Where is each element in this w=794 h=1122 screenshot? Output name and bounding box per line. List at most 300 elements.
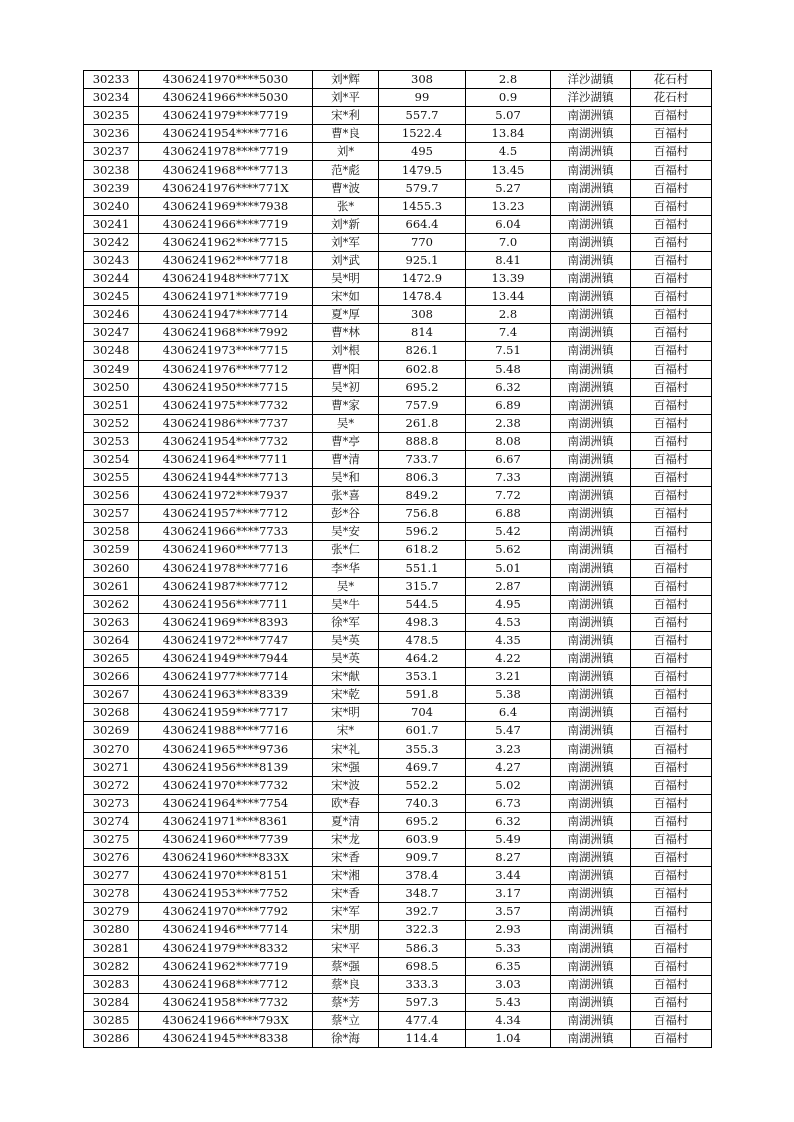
town-cell: 南湖洲镇: [551, 125, 631, 143]
town-cell: 南湖洲镇: [551, 378, 631, 396]
id-number-cell: 4306241979****8332: [139, 939, 313, 957]
value-cell: 7.0: [466, 233, 551, 251]
village-cell: 百福村: [631, 107, 712, 125]
table-row: [84, 812, 712, 830]
name-cell: 刘*军: [313, 233, 379, 251]
name-cell: 刘*辉: [313, 71, 379, 89]
table-row: [84, 776, 712, 794]
name-cell: 宋*利: [313, 107, 379, 125]
village-cell: 百福村: [631, 179, 712, 197]
name-cell: 张*喜: [313, 487, 379, 505]
serial-number-cell: 30237: [84, 143, 139, 161]
town-cell: 南湖洲镇: [551, 505, 631, 523]
name-cell: 刘*新: [313, 215, 379, 233]
name-cell: 曹*林: [313, 324, 379, 342]
village-cell: 百福村: [631, 360, 712, 378]
name-cell: 张*仁: [313, 541, 379, 559]
id-number-cell: 4306241972****7747: [139, 631, 313, 649]
value-cell: 2.8: [466, 306, 551, 324]
serial-number-cell: 30234: [84, 89, 139, 107]
value-cell: 3.17: [466, 885, 551, 903]
table-row: [84, 233, 712, 251]
village-cell: 百福村: [631, 957, 712, 975]
serial-number-cell: 30247: [84, 324, 139, 342]
serial-number-cell: 30244: [84, 270, 139, 288]
table-row: [84, 161, 712, 179]
name-cell: 曹*良: [313, 125, 379, 143]
id-number-cell: 4306241966****7719: [139, 215, 313, 233]
village-cell: 百福村: [631, 758, 712, 776]
value-cell: 13.44: [466, 288, 551, 306]
village-cell: 百福村: [631, 704, 712, 722]
table-row: [84, 143, 712, 161]
name-cell: 范*彪: [313, 161, 379, 179]
name-cell: 刘*根: [313, 342, 379, 360]
town-cell: 南湖洲镇: [551, 903, 631, 921]
town-cell: 南湖洲镇: [551, 487, 631, 505]
village-cell: 百福村: [631, 1029, 712, 1047]
town-cell: 南湖洲镇: [551, 1029, 631, 1047]
serial-number-cell: 30280: [84, 921, 139, 939]
amount-cell: 618.2: [379, 541, 466, 559]
amount-cell: 477.4: [379, 1011, 466, 1029]
value-cell: 4.5: [466, 143, 551, 161]
town-cell: 南湖洲镇: [551, 161, 631, 179]
id-number-cell: 4306241971****8361: [139, 812, 313, 830]
amount-cell: 757.9: [379, 396, 466, 414]
name-cell: 曹*家: [313, 396, 379, 414]
table-row: [84, 215, 712, 233]
town-cell: 南湖洲镇: [551, 668, 631, 686]
table-row: [84, 107, 712, 125]
serial-number-cell: 30239: [84, 179, 139, 197]
town-cell: 南湖洲镇: [551, 776, 631, 794]
amount-cell: 348.7: [379, 885, 466, 903]
serial-number-cell: 30278: [84, 885, 139, 903]
table-row: [84, 830, 712, 848]
value-cell: 4.22: [466, 650, 551, 668]
village-cell: 百福村: [631, 668, 712, 686]
town-cell: 南湖洲镇: [551, 577, 631, 595]
town-cell: 南湖洲镇: [551, 342, 631, 360]
serial-number-cell: 30251: [84, 396, 139, 414]
id-number-cell: 4306241976****771X: [139, 179, 313, 197]
value-cell: 13.45: [466, 161, 551, 179]
amount-cell: 770: [379, 233, 466, 251]
serial-number-cell: 30236: [84, 125, 139, 143]
village-cell: 百福村: [631, 378, 712, 396]
name-cell: 蔡*良: [313, 975, 379, 993]
table-row: [84, 867, 712, 885]
amount-cell: 557.7: [379, 107, 466, 125]
serial-number-cell: 30272: [84, 776, 139, 794]
table-row: [84, 1011, 712, 1029]
serial-number-cell: 30255: [84, 469, 139, 487]
village-cell: 花石村: [631, 89, 712, 107]
table-row: [84, 921, 712, 939]
id-number-cell: 4306241957****7712: [139, 505, 313, 523]
value-cell: 6.73: [466, 794, 551, 812]
village-cell: 百福村: [631, 903, 712, 921]
value-cell: 5.62: [466, 541, 551, 559]
table-row: [84, 197, 712, 215]
village-cell: 百福村: [631, 505, 712, 523]
amount-cell: 733.7: [379, 450, 466, 468]
table-row: [84, 432, 712, 450]
id-number-cell: 4306241966****793X: [139, 1011, 313, 1029]
table-row: [84, 577, 712, 595]
id-number-cell: 4306241970****5030: [139, 71, 313, 89]
table-row: [84, 595, 712, 613]
serial-number-cell: 30273: [84, 794, 139, 812]
id-number-cell: 4306241958****7732: [139, 993, 313, 1011]
table-row: [84, 559, 712, 577]
name-cell: 刘*: [313, 143, 379, 161]
village-cell: 百福村: [631, 885, 712, 903]
table-row: [84, 324, 712, 342]
table-row: [84, 939, 712, 957]
name-cell: 蔡*芳: [313, 993, 379, 1011]
value-cell: 4.27: [466, 758, 551, 776]
serial-number-cell: 30271: [84, 758, 139, 776]
name-cell: 宋*乾: [313, 686, 379, 704]
id-number-cell: 4306241970****7732: [139, 776, 313, 794]
town-cell: 南湖洲镇: [551, 849, 631, 867]
village-cell: 百福村: [631, 306, 712, 324]
amount-cell: 378.4: [379, 867, 466, 885]
amount-cell: 544.5: [379, 595, 466, 613]
name-cell: 宋*平: [313, 939, 379, 957]
serial-number-cell: 30249: [84, 360, 139, 378]
town-cell: 南湖洲镇: [551, 414, 631, 432]
amount-cell: 464.2: [379, 650, 466, 668]
table-row: [84, 686, 712, 704]
id-number-cell: 4306241962****7719: [139, 957, 313, 975]
amount-cell: 602.8: [379, 360, 466, 378]
id-number-cell: 4306241956****7711: [139, 595, 313, 613]
village-cell: 百福村: [631, 396, 712, 414]
value-cell: 2.87: [466, 577, 551, 595]
amount-cell: 756.8: [379, 505, 466, 523]
table-row: [84, 740, 712, 758]
amount-cell: 333.3: [379, 975, 466, 993]
town-cell: 南湖洲镇: [551, 812, 631, 830]
serial-number-cell: 30257: [84, 505, 139, 523]
serial-number-cell: 30261: [84, 577, 139, 595]
serial-number-cell: 30277: [84, 867, 139, 885]
value-cell: 2.38: [466, 414, 551, 432]
serial-number-cell: 30253: [84, 432, 139, 450]
serial-number-cell: 30233: [84, 71, 139, 89]
serial-number-cell: 30240: [84, 197, 139, 215]
value-cell: 3.44: [466, 867, 551, 885]
value-cell: 13.23: [466, 197, 551, 215]
village-cell: 百福村: [631, 215, 712, 233]
value-cell: 4.53: [466, 613, 551, 631]
id-number-cell: 4306241956****8139: [139, 758, 313, 776]
id-number-cell: 4306241946****7714: [139, 921, 313, 939]
village-cell: 百福村: [631, 1011, 712, 1029]
town-cell: 南湖洲镇: [551, 957, 631, 975]
amount-cell: 664.4: [379, 215, 466, 233]
name-cell: 吴*初: [313, 378, 379, 396]
table-row: [84, 270, 712, 288]
value-cell: 5.38: [466, 686, 551, 704]
value-cell: 8.08: [466, 432, 551, 450]
table-row: [84, 613, 712, 631]
town-cell: 南湖洲镇: [551, 396, 631, 414]
village-cell: 百福村: [631, 270, 712, 288]
name-cell: 吴*英: [313, 631, 379, 649]
value-cell: 5.48: [466, 360, 551, 378]
value-cell: 5.07: [466, 107, 551, 125]
value-cell: 6.4: [466, 704, 551, 722]
village-cell: 百福村: [631, 450, 712, 468]
id-number-cell: 4306241986****7737: [139, 414, 313, 432]
id-number-cell: 4306241978****7716: [139, 559, 313, 577]
id-number-cell: 4306241950****7715: [139, 378, 313, 396]
village-cell: 百福村: [631, 197, 712, 215]
id-number-cell: 4306241959****7717: [139, 704, 313, 722]
town-cell: 南湖洲镇: [551, 450, 631, 468]
table-row: [84, 722, 712, 740]
name-cell: 曹*清: [313, 450, 379, 468]
village-cell: 百福村: [631, 812, 712, 830]
table-row: [84, 487, 712, 505]
name-cell: 宋*: [313, 722, 379, 740]
serial-number-cell: 30279: [84, 903, 139, 921]
name-cell: 彭*谷: [313, 505, 379, 523]
village-cell: 百福村: [631, 432, 712, 450]
serial-number-cell: 30245: [84, 288, 139, 306]
amount-cell: 469.7: [379, 758, 466, 776]
town-cell: 南湖洲镇: [551, 251, 631, 269]
value-cell: 0.9: [466, 89, 551, 107]
amount-cell: 579.7: [379, 179, 466, 197]
name-cell: 宋*香: [313, 885, 379, 903]
id-number-cell: 4306241949****7944: [139, 650, 313, 668]
town-cell: 南湖洲镇: [551, 197, 631, 215]
serial-number-cell: 30283: [84, 975, 139, 993]
village-cell: 百福村: [631, 776, 712, 794]
value-cell: 13.39: [466, 270, 551, 288]
serial-number-cell: 30259: [84, 541, 139, 559]
id-number-cell: 4306241977****7714: [139, 668, 313, 686]
value-cell: 4.95: [466, 595, 551, 613]
value-cell: 2.93: [466, 921, 551, 939]
amount-cell: 551.1: [379, 559, 466, 577]
town-cell: 南湖洲镇: [551, 595, 631, 613]
id-number-cell: 4306241962****7715: [139, 233, 313, 251]
name-cell: 曹*亭: [313, 432, 379, 450]
value-cell: 13.84: [466, 125, 551, 143]
name-cell: 曹*阳: [313, 360, 379, 378]
village-cell: 百福村: [631, 650, 712, 668]
amount-cell: 355.3: [379, 740, 466, 758]
value-cell: 7.4: [466, 324, 551, 342]
serial-number-cell: 30282: [84, 957, 139, 975]
town-cell: 洋沙湖镇: [551, 89, 631, 107]
id-number-cell: 4306241969****8393: [139, 613, 313, 631]
village-cell: 百福村: [631, 233, 712, 251]
value-cell: 5.27: [466, 179, 551, 197]
table-row: [84, 125, 712, 143]
value-cell: 8.27: [466, 849, 551, 867]
amount-cell: 591.8: [379, 686, 466, 704]
serial-number-cell: 30252: [84, 414, 139, 432]
id-number-cell: 4306241968****7713: [139, 161, 313, 179]
name-cell: 蔡*立: [313, 1011, 379, 1029]
amount-cell: 695.2: [379, 378, 466, 396]
value-cell: 6.04: [466, 215, 551, 233]
name-cell: 宋*如: [313, 288, 379, 306]
amount-cell: 695.2: [379, 812, 466, 830]
serial-number-cell: 30268: [84, 704, 139, 722]
amount-cell: 478.5: [379, 631, 466, 649]
amount-cell: 704: [379, 704, 466, 722]
name-cell: 吴*安: [313, 523, 379, 541]
table-row: [84, 179, 712, 197]
id-number-cell: 4306241976****7712: [139, 360, 313, 378]
serial-number-cell: 30284: [84, 993, 139, 1011]
village-cell: 百福村: [631, 631, 712, 649]
data-table: [83, 70, 712, 1048]
serial-number-cell: 30243: [84, 251, 139, 269]
serial-number-cell: 30264: [84, 631, 139, 649]
value-cell: 6.32: [466, 812, 551, 830]
table-row: [84, 89, 712, 107]
amount-cell: 552.2: [379, 776, 466, 794]
name-cell: 宋*礼: [313, 740, 379, 758]
town-cell: 南湖洲镇: [551, 559, 631, 577]
town-cell: 南湖洲镇: [551, 469, 631, 487]
name-cell: 曹*波: [313, 179, 379, 197]
amount-cell: 308: [379, 306, 466, 324]
id-number-cell: 4306241968****7992: [139, 324, 313, 342]
table-row: [84, 414, 712, 432]
serial-number-cell: 30246: [84, 306, 139, 324]
name-cell: 吴*: [313, 577, 379, 595]
table-row: [84, 957, 712, 975]
table-row: [84, 794, 712, 812]
serial-number-cell: 30262: [84, 595, 139, 613]
value-cell: 7.72: [466, 487, 551, 505]
village-cell: 百福村: [631, 251, 712, 269]
id-number-cell: 4306241978****7719: [139, 143, 313, 161]
amount-cell: 1478.4: [379, 288, 466, 306]
id-number-cell: 4306241953****7752: [139, 885, 313, 903]
town-cell: 南湖洲镇: [551, 107, 631, 125]
table-row: [84, 378, 712, 396]
village-cell: 百福村: [631, 288, 712, 306]
village-cell: 百福村: [631, 849, 712, 867]
id-number-cell: 4306241970****7792: [139, 903, 313, 921]
value-cell: 5.49: [466, 830, 551, 848]
id-number-cell: 4306241954****7732: [139, 432, 313, 450]
serial-number-cell: 30248: [84, 342, 139, 360]
name-cell: 宋*波: [313, 776, 379, 794]
village-cell: 百福村: [631, 740, 712, 758]
name-cell: 吴*和: [313, 469, 379, 487]
value-cell: 1.04: [466, 1029, 551, 1047]
village-cell: 百福村: [631, 125, 712, 143]
table-row: [84, 469, 712, 487]
id-number-cell: 4306241960****7713: [139, 541, 313, 559]
value-cell: 3.21: [466, 668, 551, 686]
town-cell: 南湖洲镇: [551, 704, 631, 722]
name-cell: 吴*牛: [313, 595, 379, 613]
serial-number-cell: 30263: [84, 613, 139, 631]
amount-cell: 315.7: [379, 577, 466, 595]
name-cell: 夏*清: [313, 812, 379, 830]
value-cell: 6.89: [466, 396, 551, 414]
village-cell: 百福村: [631, 939, 712, 957]
table-row: [84, 668, 712, 686]
serial-number-cell: 30276: [84, 849, 139, 867]
name-cell: 蔡*强: [313, 957, 379, 975]
id-number-cell: 4306241966****5030: [139, 89, 313, 107]
amount-cell: 99: [379, 89, 466, 107]
name-cell: 张*: [313, 197, 379, 215]
town-cell: 南湖洲镇: [551, 432, 631, 450]
table-row: [84, 975, 712, 993]
village-cell: 百福村: [631, 577, 712, 595]
village-cell: 百福村: [631, 414, 712, 432]
amount-cell: 814: [379, 324, 466, 342]
amount-cell: 740.3: [379, 794, 466, 812]
amount-cell: 308: [379, 71, 466, 89]
village-cell: 百福村: [631, 686, 712, 704]
table-row: [84, 450, 712, 468]
amount-cell: 1472.9: [379, 270, 466, 288]
name-cell: 宋*强: [313, 758, 379, 776]
village-cell: 百福村: [631, 794, 712, 812]
town-cell: 南湖洲镇: [551, 758, 631, 776]
name-cell: 李*华: [313, 559, 379, 577]
amount-cell: 495: [379, 143, 466, 161]
village-cell: 花石村: [631, 71, 712, 89]
amount-cell: 261.8: [379, 414, 466, 432]
table-body: [84, 71, 712, 1048]
village-cell: 百福村: [631, 469, 712, 487]
town-cell: 南湖洲镇: [551, 650, 631, 668]
table-row: [84, 505, 712, 523]
town-cell: 南湖洲镇: [551, 975, 631, 993]
amount-cell: 888.8: [379, 432, 466, 450]
town-cell: 南湖洲镇: [551, 1011, 631, 1029]
village-cell: 百福村: [631, 993, 712, 1011]
name-cell: 欧*春: [313, 794, 379, 812]
value-cell: 5.01: [466, 559, 551, 577]
value-cell: 7.51: [466, 342, 551, 360]
village-cell: 百福村: [631, 143, 712, 161]
town-cell: 南湖洲镇: [551, 306, 631, 324]
name-cell: 徐*军: [313, 613, 379, 631]
value-cell: 6.35: [466, 957, 551, 975]
name-cell: 宋*献: [313, 668, 379, 686]
amount-cell: 603.9: [379, 830, 466, 848]
id-number-cell: 4306241963****8339: [139, 686, 313, 704]
serial-number-cell: 30266: [84, 668, 139, 686]
serial-number-cell: 30286: [84, 1029, 139, 1047]
village-cell: 百福村: [631, 559, 712, 577]
town-cell: 洋沙湖镇: [551, 71, 631, 89]
amount-cell: 925.1: [379, 251, 466, 269]
name-cell: 徐*海: [313, 1029, 379, 1047]
town-cell: 南湖洲镇: [551, 541, 631, 559]
town-cell: 南湖洲镇: [551, 179, 631, 197]
id-number-cell: 4306241960****7739: [139, 830, 313, 848]
